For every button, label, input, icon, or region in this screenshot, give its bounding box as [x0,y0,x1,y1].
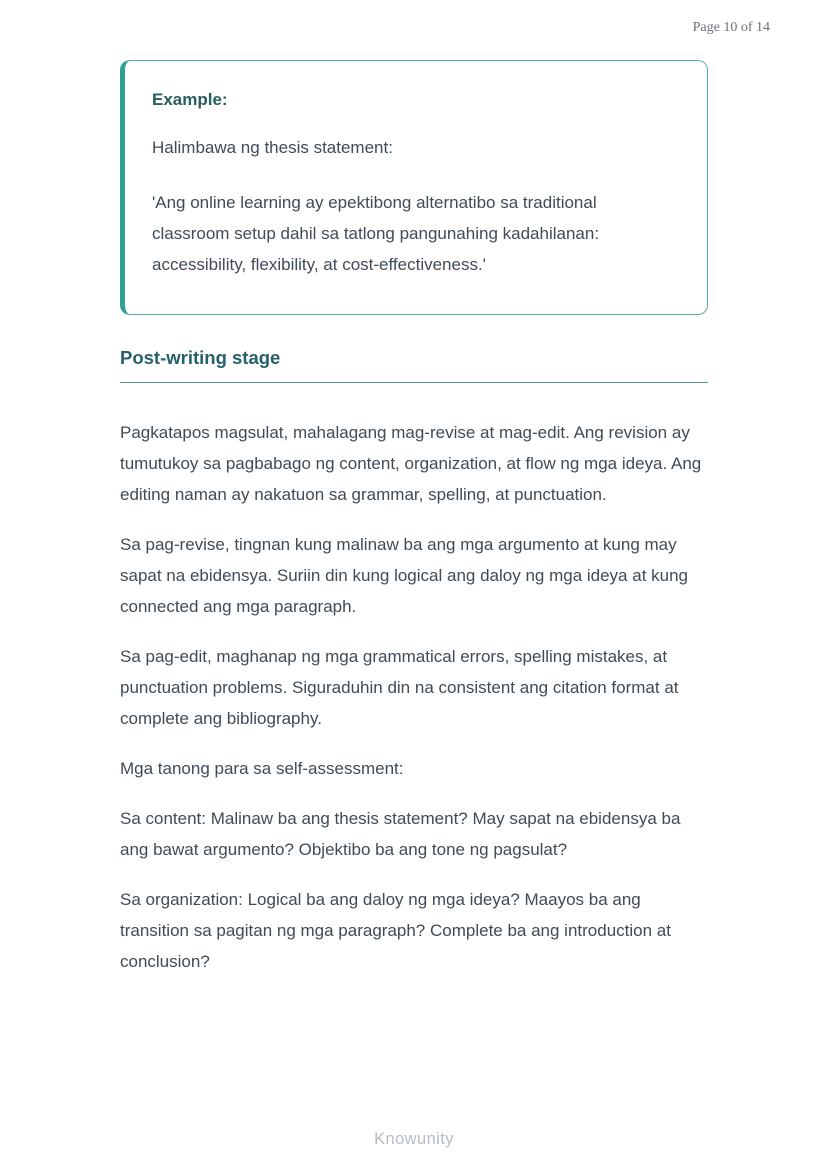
example-box-intro: Halimbawa ng thesis statement: [152,138,393,157]
example-box-title: Example: [152,90,228,109]
paragraph-revise-edit-overview: Pagkatapos magsulat, mahalagang mag-revise at mag-edit. Ang revision ay tumutukoy sa pagbabago ng content, organization, at flow ng mga ideya. Ang editing naman ay nakatuon sa grammar, spelling, at punctuation. [120,423,702,504]
example-box-quote: 'Ang online learning ay epektibong alternatibo sa traditional classroom setup dahil sa tatlong pangunahing kadahilanan: accessibility, flexibility, at cost-effectiveness.' [152,193,600,274]
example-callout-box [120,60,708,315]
footer-brand-knowunity: Knowunity [374,1130,454,1148]
body-copy [120,417,708,977]
section-heading-post-writing-stage: Post-writing stage [120,346,708,383]
paragraph-self-assessment-intro: Mga tanong para sa self-assessment: [120,759,404,778]
paragraph-sa-content: Sa content: Malinaw ba ang thesis statement? May sapat na ebidensya ba ang bawat argumento? Objektibo ba ang tone ng pagsulat? [120,809,681,859]
paragraph-pag-revise: Sa pag-revise, tingnan kung malinaw ba ang mga argumento at kung may sapat na ebidensya. Suriin din kung logical ang daloy ng mga ideya at kung connected ang mga paragraph. [120,535,688,616]
content-area [120,60,708,996]
page-number-indicator: Page 10 of 14 [692,20,770,35]
paragraph-sa-organization: Sa organization: Logical ba ang daloy ng mga ideya? Maayos ba ang transition sa pagitan ng mga paragraph? Complete ba ang introduction at conclusion? [120,890,671,971]
paragraph-pag-edit: Sa pag-edit, maghanap ng mga grammatical errors, spelling mistakes, at punctuation problems. Siguraduhin din na consistent ang citation format at complete ang bibliography. [120,647,679,728]
